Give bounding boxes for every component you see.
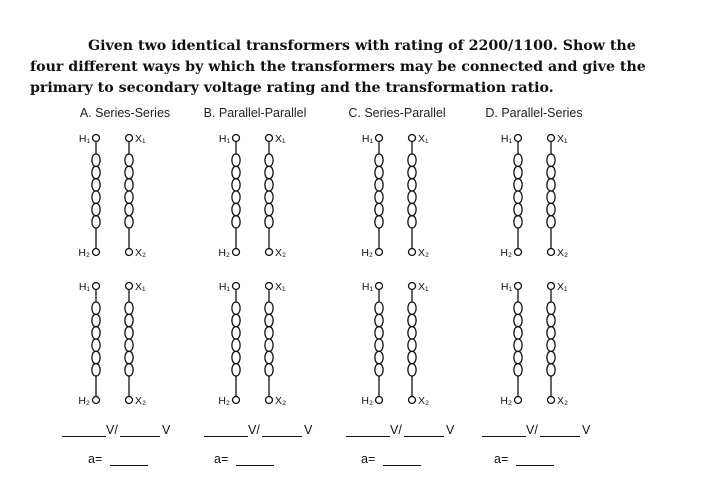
- voltage-separator: V/: [248, 423, 260, 437]
- col1-xfmr2-primary-bottom-terminal-icon: [93, 397, 100, 404]
- col2-xfmr1-primary-top-terminal-icon: [233, 135, 240, 142]
- secondary-voltage-blank[interactable]: [404, 424, 444, 437]
- col1-xfmr1-secondary-top-terminal-icon: [126, 135, 133, 142]
- col3-xfmr2-primary-bottom-terminal-icon: [376, 397, 383, 404]
- col1-xfmr2-primary-top-label: H₁: [78, 281, 90, 293]
- col2-xfmr2-primary-bottom-label: H₂: [218, 395, 230, 407]
- col4-xfmr1-primary-coil-icon: [514, 154, 522, 228]
- voltage-separator: V/: [390, 423, 402, 437]
- voltage-unit: V: [582, 423, 591, 437]
- col4-xfmr2-primary-coil-icon: [514, 302, 522, 376]
- col2-xfmr2-secondary-bottom-terminal-icon: [266, 397, 273, 404]
- col2-xfmr1-primary-coil-icon: [232, 154, 240, 228]
- voltage-separator: V/: [526, 423, 538, 437]
- voltage-rating-series-parallel: [346, 424, 471, 438]
- col1-xfmr1-primary-coil-icon: [92, 154, 100, 228]
- col2-xfmr2-secondary-bottom-label: X₂: [275, 395, 287, 407]
- col1-xfmr1-primary-bottom-terminal-icon: [93, 249, 100, 256]
- ratio-series-series: [88, 452, 168, 466]
- voltage-unit: V: [446, 423, 455, 437]
- col2-xfmr1-secondary-coil-icon: [265, 154, 273, 228]
- col4-xfmr1-primary-bottom-terminal-icon: [515, 249, 522, 256]
- col2-xfmr2-primary-top-terminal-icon: [233, 283, 240, 290]
- voltage-rating-parallel-parallel: [204, 424, 329, 438]
- col4-xfmr2-secondary-coil-icon: [547, 302, 555, 376]
- voltage-separator: V/: [106, 423, 118, 437]
- col1-xfmr2-secondary-coil-icon: [125, 302, 133, 376]
- heading-parallel-series: D. Parallel-Series: [485, 106, 583, 120]
- secondary-voltage-blank[interactable]: [540, 424, 580, 437]
- col3-xfmr2-secondary-coil-icon: [408, 302, 416, 376]
- ratio-label: a=: [494, 452, 509, 466]
- voltage-rating-parallel-series: [482, 424, 607, 438]
- col1-xfmr2-primary-coil-icon: [92, 302, 100, 376]
- col3-xfmr1-secondary-bottom-label: X₂: [418, 247, 430, 259]
- col2-xfmr2-primary-bottom-terminal-icon: [233, 397, 240, 404]
- ratio-series-parallel: [361, 452, 441, 466]
- col3-xfmr2-secondary-bottom-label: X₂: [418, 395, 430, 407]
- ratio-label: a=: [214, 452, 229, 466]
- col1-xfmr2-primary-top-terminal-icon: [93, 283, 100, 290]
- col1-xfmr1-primary-bottom-label: H₂: [78, 247, 90, 259]
- col4-xfmr2-secondary-top-label: X₁: [557, 281, 568, 293]
- col1-xfmr1-primary-top-label: H₁: [78, 133, 90, 145]
- col3-xfmr2-primary-top-terminal-icon: [376, 283, 383, 290]
- col4-xfmr1-secondary-bottom-terminal-icon: [548, 249, 555, 256]
- col3-xfmr2-secondary-top-terminal-icon: [409, 283, 416, 290]
- voltage-rating-series-series: [62, 424, 187, 438]
- col2-xfmr2-primary-coil-icon: [232, 302, 240, 376]
- col3-xfmr1-secondary-top-terminal-icon: [409, 135, 416, 142]
- col2-xfmr1-primary-top-label: H₁: [218, 133, 230, 145]
- primary-voltage-blank[interactable]: [482, 424, 526, 437]
- col4-xfmr2-secondary-bottom-terminal-icon: [548, 397, 555, 404]
- col4-xfmr1-primary-top-terminal-icon: [515, 135, 522, 142]
- col2-xfmr2-primary-top-label: H₁: [218, 281, 230, 293]
- col1-xfmr1-secondary-top-label: X₁: [135, 133, 146, 145]
- col4-xfmr2-secondary-top-terminal-icon: [548, 283, 555, 290]
- col2-xfmr2-secondary-top-terminal-icon: [266, 283, 273, 290]
- col2-xfmr1-primary-bottom-label: H₂: [218, 247, 230, 259]
- col3-xfmr2-secondary-top-label: X₁: [418, 281, 429, 293]
- question-text: Given two identical transformers with rating of 2200/1100. Show the four different ways by which the transformers may be connected and give the primary to secondary voltage rating and the transformation ratio.: [30, 38, 646, 96]
- col3-xfmr1-primary-coil-icon: [375, 154, 383, 228]
- heading-series-parallel: C. Series-Parallel: [348, 106, 446, 120]
- secondary-voltage-blank[interactable]: [262, 424, 302, 437]
- ratio-blank[interactable]: [383, 452, 421, 466]
- ratio-label: a=: [88, 452, 103, 466]
- col1-xfmr1-secondary-bottom-label: X₂: [135, 247, 147, 259]
- heading-series-series: A. Series-Series: [79, 106, 171, 120]
- col3-xfmr1-primary-top-label: H₁: [361, 133, 373, 145]
- col4-xfmr1-primary-bottom-label: H₂: [500, 247, 512, 259]
- ratio-label: a=: [361, 452, 376, 466]
- col3-xfmr2-secondary-bottom-terminal-icon: [409, 397, 416, 404]
- ratio-blank[interactable]: [516, 452, 554, 466]
- col3-xfmr1-primary-bottom-terminal-icon: [376, 249, 383, 256]
- voltage-unit: V: [162, 423, 171, 437]
- col4-xfmr2-secondary-bottom-label: X₂: [557, 395, 569, 407]
- col1-xfmr2-secondary-top-terminal-icon: [126, 283, 133, 290]
- col4-xfmr1-primary-top-label: H₁: [500, 133, 512, 145]
- col1-xfmr1-primary-top-terminal-icon: [93, 135, 100, 142]
- col3-xfmr2-primary-bottom-label: H₂: [361, 395, 373, 407]
- col2-xfmr1-secondary-bottom-terminal-icon: [266, 249, 273, 256]
- col3-xfmr2-primary-coil-icon: [375, 302, 383, 376]
- col1-xfmr2-primary-bottom-label: H₂: [78, 395, 90, 407]
- col2-xfmr2-secondary-coil-icon: [265, 302, 273, 376]
- ratio-blank[interactable]: [236, 452, 274, 466]
- col2-xfmr1-primary-bottom-terminal-icon: [233, 249, 240, 256]
- col1-xfmr1-secondary-coil-icon: [125, 154, 133, 228]
- col2-xfmr1-secondary-bottom-label: X₂: [275, 247, 287, 259]
- col1-xfmr2-secondary-top-label: X₁: [135, 281, 146, 293]
- col3-xfmr2-primary-top-label: H₁: [361, 281, 373, 293]
- ratio-parallel-series: [494, 452, 574, 466]
- col4-xfmr2-primary-top-terminal-icon: [515, 283, 522, 290]
- col3-xfmr1-secondary-bottom-terminal-icon: [409, 249, 416, 256]
- col4-xfmr2-primary-top-label: H₁: [500, 281, 512, 293]
- col4-xfmr2-primary-bottom-label: H₂: [500, 395, 512, 407]
- col3-xfmr1-secondary-coil-icon: [408, 154, 416, 228]
- col4-xfmr1-secondary-coil-icon: [547, 154, 555, 228]
- voltage-unit: V: [304, 423, 313, 437]
- col3-xfmr1-primary-top-terminal-icon: [376, 135, 383, 142]
- ratio-blank[interactable]: [110, 452, 148, 466]
- col1-xfmr1-secondary-bottom-terminal-icon: [126, 249, 133, 256]
- ratio-parallel-parallel: [214, 452, 294, 466]
- primary-voltage-blank[interactable]: [204, 424, 248, 437]
- col1-xfmr2-secondary-bottom-label: X₂: [135, 395, 147, 407]
- col4-xfmr1-secondary-bottom-label: X₂: [557, 247, 569, 259]
- primary-voltage-blank[interactable]: [62, 424, 106, 437]
- primary-voltage-blank[interactable]: [346, 424, 390, 437]
- col4-xfmr1-secondary-top-terminal-icon: [548, 135, 555, 142]
- col3-xfmr1-secondary-top-label: X₁: [418, 133, 429, 145]
- heading-parallel-parallel: B. Parallel-Parallel: [203, 106, 307, 120]
- secondary-voltage-blank[interactable]: [120, 424, 160, 437]
- col2-xfmr1-secondary-top-label: X₁: [275, 133, 286, 145]
- col3-xfmr1-primary-bottom-label: H₂: [361, 247, 373, 259]
- col2-xfmr2-secondary-top-label: X₁: [275, 281, 286, 293]
- col2-xfmr1-secondary-top-terminal-icon: [266, 135, 273, 142]
- col4-xfmr1-secondary-top-label: X₁: [557, 133, 568, 145]
- col1-xfmr2-secondary-bottom-terminal-icon: [126, 397, 133, 404]
- col4-xfmr2-primary-bottom-terminal-icon: [515, 397, 522, 404]
